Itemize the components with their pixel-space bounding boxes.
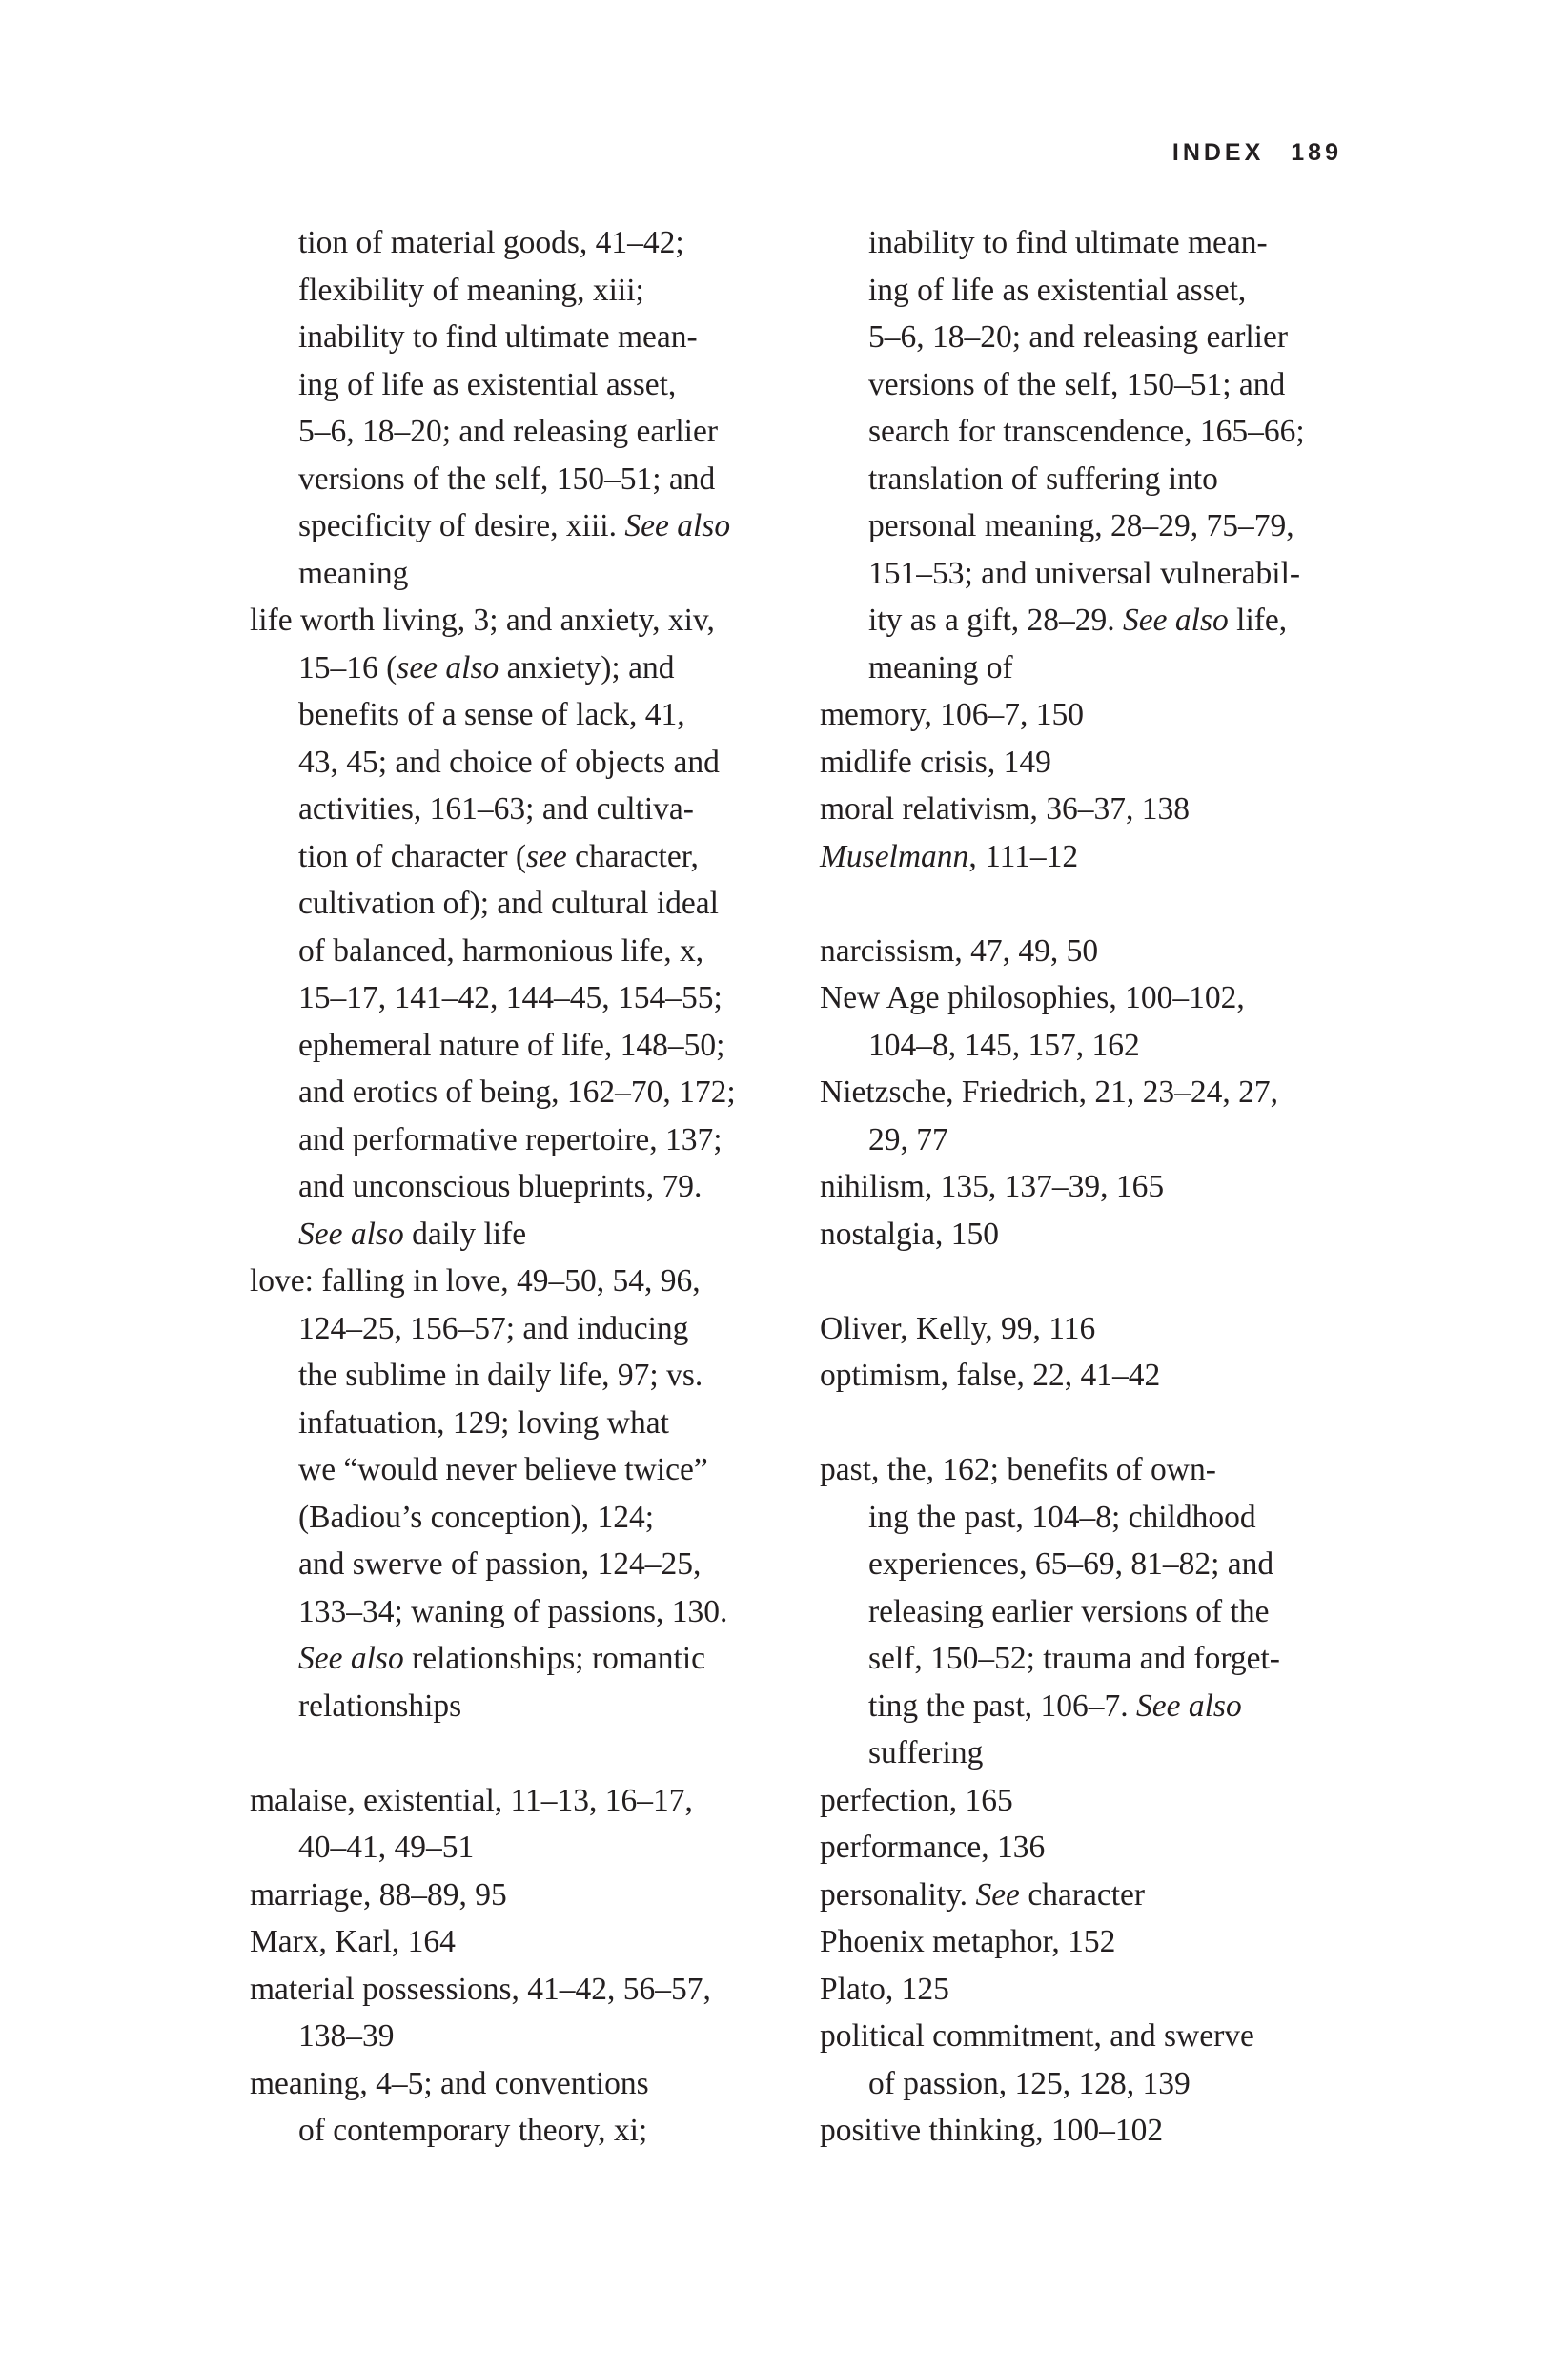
index-subentry-line xyxy=(820,1729,1354,1777)
index-entry-line xyxy=(820,1069,1354,1116)
entry-text: of passion, 125, 128, 139 xyxy=(868,2065,1191,2101)
entry-text: and swerve of passion, 124–25, xyxy=(298,1546,702,1582)
index-letter-gap xyxy=(250,1729,784,1777)
index-subentry-line xyxy=(250,786,784,833)
italic-text: See xyxy=(975,1876,1020,1913)
index-subentry-line xyxy=(250,974,784,1022)
index-subentry-line xyxy=(820,597,1354,645)
entry-text: personal meaning, 28–29, 75–79, xyxy=(868,508,1294,543)
italic-text: See also xyxy=(624,508,731,543)
index-subentry-line xyxy=(820,219,1354,267)
index-entry-line xyxy=(820,1872,1354,1919)
entry-text: , 111–12 xyxy=(968,838,1079,874)
index-entry-line xyxy=(820,1352,1354,1400)
entry-text: inability to find ultimate mean- xyxy=(298,319,698,355)
entry-text: search for transcendence, 165–66; xyxy=(868,414,1305,449)
index-column-right xyxy=(820,219,1354,2155)
index-entry-line xyxy=(250,2060,784,2108)
index-subentry-line xyxy=(250,1494,784,1542)
entry-text: moral relativism, 36–37, 138 xyxy=(820,791,1190,827)
index-subentry-line xyxy=(820,1022,1354,1070)
entry-text: material possessions, 41–42, 56–57, xyxy=(250,1971,711,2007)
entry-text: malaise, existential, 11–13, 16–17, xyxy=(250,1782,693,1818)
entry-text: the sublime in daily life, 97; vs. xyxy=(298,1358,703,1393)
entry-text: 5–6, 18–20; and releasing earlier xyxy=(298,414,718,449)
index-letter-gap xyxy=(820,880,1354,928)
entry-text: 5–6, 18–20; and releasing earlier xyxy=(868,319,1288,355)
index-subentry-line xyxy=(250,739,784,787)
index-subentry-line xyxy=(820,267,1354,315)
page-number: 189 xyxy=(1291,139,1342,166)
index-subentry-line xyxy=(250,1163,784,1211)
entry-text: releasing earlier versions of the xyxy=(868,1593,1270,1629)
entry-text: midlife crisis, 149 xyxy=(820,744,1051,780)
entry-text: 15–17, 141–42, 144–45, 154–55; xyxy=(298,980,723,1015)
index-subentry-line xyxy=(250,361,784,409)
entry-text: tion of character ( xyxy=(298,838,527,874)
index-subentry-line xyxy=(250,502,784,550)
entry-text: personality. xyxy=(820,1876,976,1913)
italic-text: see xyxy=(526,838,567,874)
entry-text: infatuation, 129; loving what xyxy=(298,1404,669,1441)
index-subentry-line xyxy=(250,219,784,267)
index-subentry-line xyxy=(820,550,1354,598)
entry-text: past, the, 162; benefits of own- xyxy=(820,1452,1216,1487)
entry-text: ephemeral nature of life, 148–50; xyxy=(298,1027,725,1063)
entry-text: and unconscious blueprints, 79. xyxy=(298,1169,703,1204)
index-subentry-line xyxy=(250,880,784,928)
entry-text: experiences, 65–69, 81–82; and xyxy=(868,1546,1274,1582)
entry-text: marriage, 88–89, 95 xyxy=(250,1876,507,1913)
entry-text: ity as a gift, 28–29. xyxy=(868,603,1124,638)
entry-text: Nietzsche, Friedrich, 21, 23–24, 27, xyxy=(820,1074,1278,1110)
index-subentry-line xyxy=(250,645,784,692)
entry-text: 43, 45; and choice of objects and xyxy=(298,744,720,780)
entry-text: 124–25, 156–57; and inducing xyxy=(298,1310,689,1346)
index-subentry-line xyxy=(250,1211,784,1258)
entry-text: specificity of desire, xiii. xyxy=(298,508,625,543)
index-column-left xyxy=(250,219,784,2155)
entry-text: relationships; romantic xyxy=(403,1641,706,1676)
entry-text: nostalgia, 150 xyxy=(820,1216,999,1252)
index-subentry-line xyxy=(820,1541,1354,1588)
index-entry-line xyxy=(250,597,784,645)
entry-text: narcissism, 47, 49, 50 xyxy=(820,932,1099,969)
index-subentry-line xyxy=(820,502,1354,550)
index-subentry-line xyxy=(250,1541,784,1588)
index-subentry-line xyxy=(250,267,784,315)
italic-text: See also xyxy=(1123,603,1229,638)
entry-text: of balanced, harmonious life, x, xyxy=(298,932,704,969)
entry-text: 133–34; waning of passions, 130. xyxy=(298,1593,728,1629)
index-subentry-line xyxy=(250,833,784,881)
index-entry-line xyxy=(820,928,1354,975)
entry-text: 104–8, 145, 157, 162 xyxy=(868,1027,1140,1063)
entry-text: self, 150–52; trauma and forget- xyxy=(868,1641,1280,1676)
entry-text: suffering xyxy=(868,1735,984,1770)
index-subentry-line xyxy=(250,1588,784,1636)
index-entry-line xyxy=(250,1918,784,1966)
entry-text: meaning xyxy=(298,555,409,591)
entry-text: ing of life as existential asset, xyxy=(298,366,677,402)
index-subentry-line xyxy=(250,928,784,975)
entry-text: inability to find ultimate mean- xyxy=(868,225,1268,260)
index-subentry-line xyxy=(820,1116,1354,1164)
index-subentry-line xyxy=(820,456,1354,503)
index-subentry-line xyxy=(820,1494,1354,1542)
entry-text: character xyxy=(1019,1876,1146,1913)
index-subentry-line xyxy=(820,1683,1354,1730)
entry-text: New Age philosophies, 100–102, xyxy=(820,980,1245,1015)
entry-text: Marx, Karl, 164 xyxy=(250,1924,456,1959)
entry-text: love: falling in love, 49–50, 54, 96, xyxy=(250,1263,701,1299)
index-entry-line xyxy=(250,1777,784,1825)
entry-text: relationships xyxy=(298,1688,462,1724)
index-subentry-line xyxy=(250,408,784,456)
entry-text: life worth living, 3; and anxiety, xiv, xyxy=(250,603,715,638)
index-entry-line xyxy=(820,1211,1354,1258)
index-subentry-line xyxy=(250,1305,784,1353)
entry-text: benefits of a sense of lack, 41, xyxy=(298,697,685,732)
index-entry-line xyxy=(820,739,1354,787)
index-subentry-line xyxy=(820,1588,1354,1636)
entry-text: of contemporary theory, xi; xyxy=(298,2113,648,2148)
index-subentry-line xyxy=(250,691,784,739)
entry-text: tion of material goods, 41–42; xyxy=(298,225,684,260)
entry-text: we “would never believe twice” xyxy=(298,1452,708,1487)
entry-text: meaning of xyxy=(868,649,1013,685)
entry-text: daily life xyxy=(403,1216,527,1252)
entry-text: character, xyxy=(566,838,699,874)
index-subentry-line xyxy=(250,550,784,598)
entry-text: flexibility of meaning, xiii; xyxy=(298,272,644,308)
entry-text: versions of the self, 150–51; and xyxy=(868,366,1286,402)
index-subentry-line xyxy=(250,456,784,503)
entry-text: 15–16 ( xyxy=(298,649,397,685)
entry-text: (Badiou’s conception), 124; xyxy=(298,1499,655,1535)
italic-text: See also xyxy=(298,1641,404,1676)
entry-text: 138–39 xyxy=(298,2018,395,2054)
entry-text: optimism, false, 22, 41–42 xyxy=(820,1358,1161,1393)
running-head-section: INDEX xyxy=(1171,139,1265,166)
entry-text: memory, 106–7, 150 xyxy=(820,697,1084,732)
index-subentry-line xyxy=(820,2060,1354,2108)
index-subentry-line xyxy=(250,1635,784,1683)
entry-text: political commitment, and swerve xyxy=(820,2018,1254,2054)
italic-text: See also xyxy=(298,1216,404,1252)
entry-text: nihilism, 135, 137–39, 165 xyxy=(820,1169,1165,1204)
index-subentry-line xyxy=(250,1683,784,1730)
index-subentry-line xyxy=(820,314,1354,361)
italic-text: See also xyxy=(1136,1688,1242,1724)
index-entry-line xyxy=(250,1872,784,1919)
index-entry-line xyxy=(820,974,1354,1022)
entry-text: 151–53; and universal vulnerabil- xyxy=(868,555,1301,591)
entry-text: Oliver, Kelly, 99, 116 xyxy=(820,1310,1096,1346)
index-subentry-line xyxy=(250,1116,784,1164)
index-subentry-line xyxy=(250,1352,784,1400)
index-entry-line xyxy=(820,1777,1354,1825)
entry-text: anxiety); and xyxy=(499,649,675,685)
index-subentry-line xyxy=(250,1069,784,1116)
entry-text: ing the past, 104–8; childhood xyxy=(868,1499,1256,1535)
entry-text: translation of suffering into xyxy=(868,460,1218,497)
running-head xyxy=(1172,139,1342,167)
index-entry-line xyxy=(820,691,1354,739)
index-entry-line xyxy=(820,1446,1354,1494)
index-subentry-line xyxy=(250,1400,784,1447)
index-subentry-line xyxy=(250,2107,784,2155)
italic-text: see also xyxy=(397,649,499,685)
entry-text: positive thinking, 100–102 xyxy=(820,2113,1164,2148)
italic-text: Muselmann xyxy=(820,838,969,874)
index-entry-line xyxy=(250,1966,784,2014)
index-subentry-line xyxy=(820,645,1354,692)
index-subentry-line xyxy=(250,1824,784,1872)
index-entry-line xyxy=(820,1824,1354,1872)
entry-text: Plato, 125 xyxy=(820,1971,949,2007)
index-entry-line xyxy=(820,1163,1354,1211)
index-entry-line xyxy=(820,833,1354,881)
entry-text: 29, 77 xyxy=(868,1121,948,1157)
index-letter-gap xyxy=(820,1258,1354,1305)
entry-text: life, xyxy=(1228,603,1288,638)
entry-text: activities, 161–63; and cultiva- xyxy=(298,791,694,827)
entry-text: meaning, 4–5; and conventions xyxy=(250,2065,649,2101)
index-entry-line xyxy=(250,1258,784,1305)
entry-text: Phoenix metaphor, 152 xyxy=(820,1924,1116,1959)
entry-text: 40–41, 49–51 xyxy=(298,1830,475,1865)
entry-text: ting the past, 106–7. xyxy=(868,1688,1137,1724)
index-entry-line xyxy=(820,2107,1354,2155)
entry-text: and erotics of being, 162–70, 172; xyxy=(298,1074,736,1110)
entry-text: cultivation of); and cultural ideal xyxy=(298,886,719,921)
index-entry-line xyxy=(820,2013,1354,2060)
index-entry-line xyxy=(820,1305,1354,1353)
index-subentry-line xyxy=(820,1635,1354,1683)
index-subentry-line xyxy=(250,314,784,361)
entry-text: ing of life as existential asset, xyxy=(868,272,1247,308)
index-subentry-line xyxy=(820,408,1354,456)
index-subentry-line xyxy=(250,1022,784,1070)
index-subentry-line xyxy=(250,2013,784,2060)
entry-text: perfection, 165 xyxy=(820,1782,1013,1818)
index-entry-line xyxy=(820,1918,1354,1966)
index-letter-gap xyxy=(820,1400,1354,1447)
index-subentry-line xyxy=(820,361,1354,409)
index-entry-line xyxy=(820,786,1354,833)
entry-text: and performative repertoire, 137; xyxy=(298,1121,723,1157)
index-subentry-line xyxy=(250,1446,784,1494)
index-entry-line xyxy=(820,1966,1354,2014)
entry-text: performance, 136 xyxy=(820,1830,1046,1865)
entry-text: versions of the self, 150–51; and xyxy=(298,460,716,497)
